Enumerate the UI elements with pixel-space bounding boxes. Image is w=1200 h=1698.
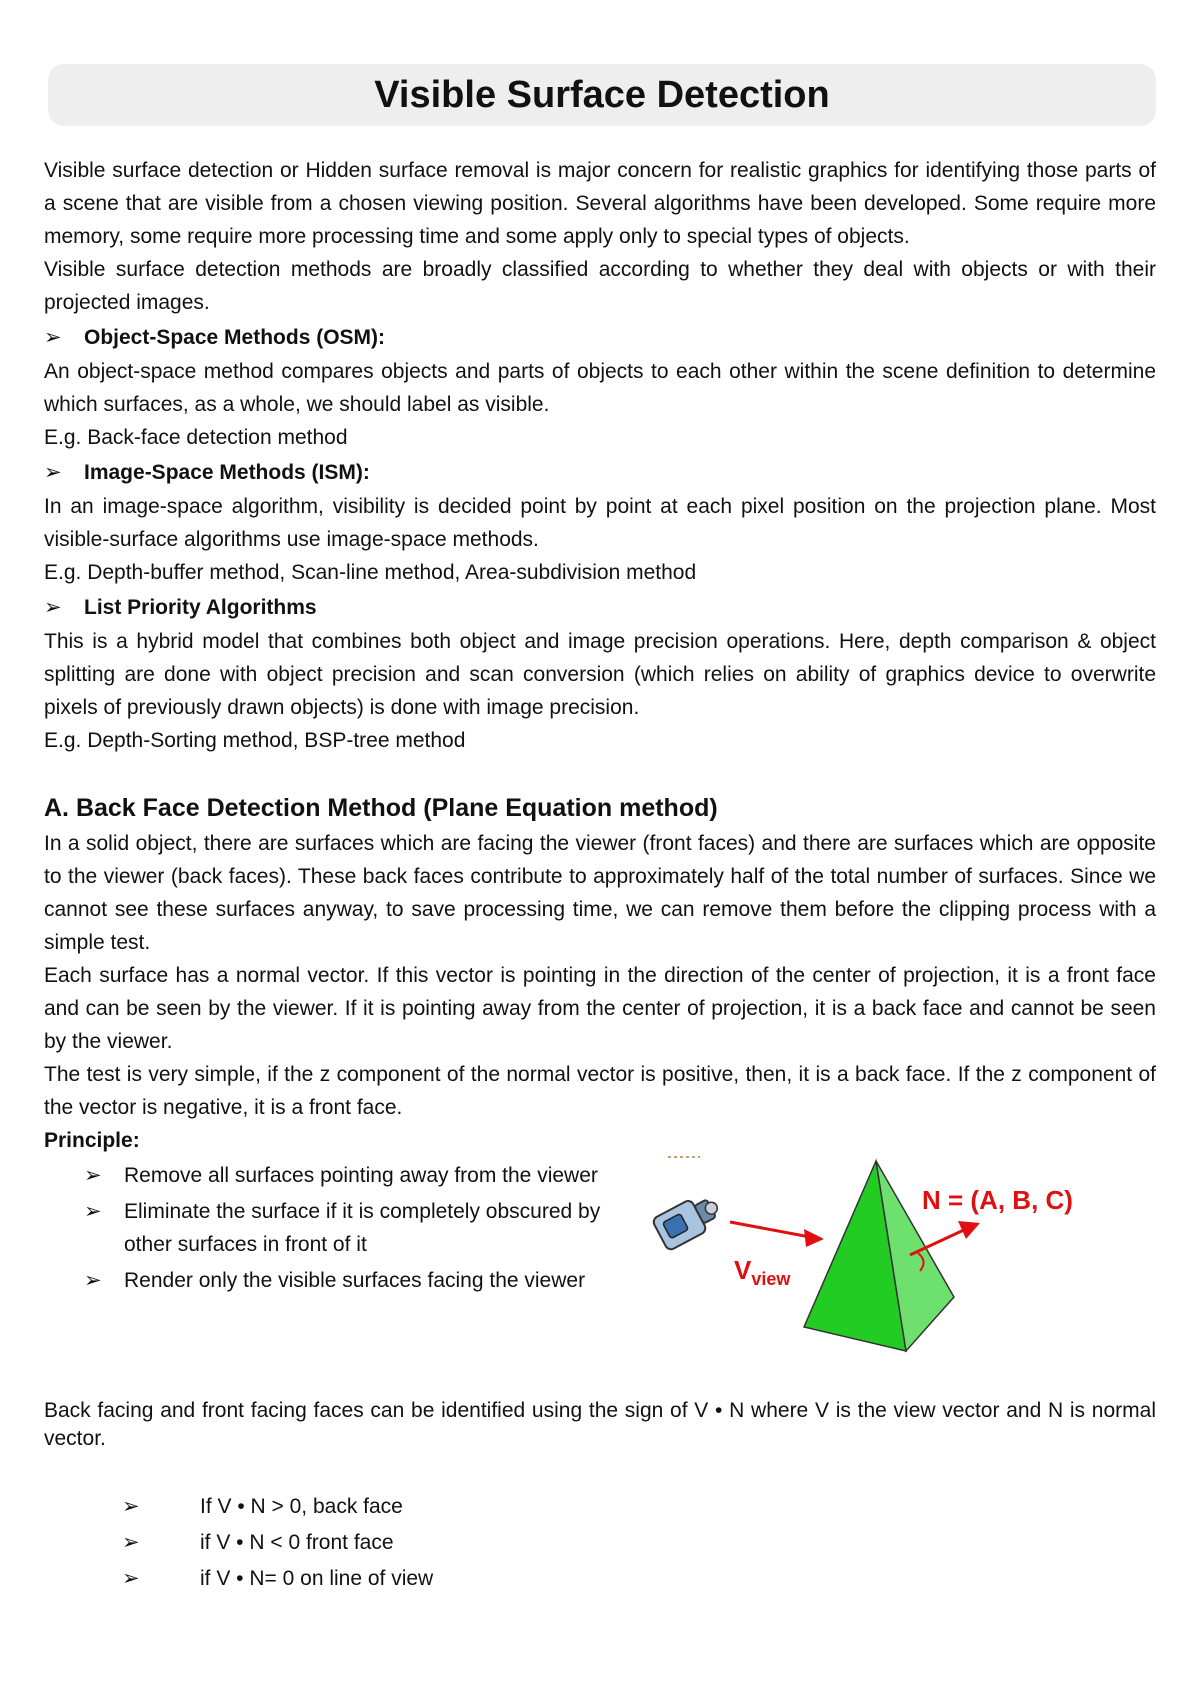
document-body — [44, 154, 1156, 1597]
principle-block — [44, 1157, 1156, 1397]
intro-paragraph-1: Visible surface detection or Hidden surface removal is major concern for realistic graphics for identifying those parts of a scene that are visible from a chosen viewing position. Several algorithms have been developed. Some require more memory, some require more processing time and some apply only to special types of objects. — [44, 159, 1156, 248]
normal-vector-label: N = (A, B, C) — [922, 1185, 1073, 1215]
list-item: ➢ Remove all surfaces pointing away from the viewer — [84, 1159, 644, 1192]
back-face-figure — [644, 1137, 1184, 1407]
method-text: In an image-space algorithm, visibility is decided point by point at each pixel position on the projection plane. Most visible-surface algorithms use image-space methods. — [44, 495, 1156, 551]
arrow-bullet-icon: ➢ — [122, 1567, 140, 1590]
arrow-bullet-icon: ➢ — [44, 461, 62, 484]
arrow-bullet-icon: ➢ — [122, 1531, 140, 1554]
method-example: E.g. Depth-Sorting method, BSP-tree method — [44, 729, 466, 752]
method-text: An object-space method compares objects and parts of objects to each other within the scene definition to determine which surfaces, as a whole, we should label as visible. — [44, 360, 1156, 416]
section-paragraph-1: In a solid object, there are surfaces which are facing the viewer (front faces) and there are surfaces which are opposite to the viewer (back faces). These back faces contribute to approximately half of the total number of surfaces. Since we cannot see these surfaces anyway, to save processing time, we can remove them before the clipping process with a simple test. — [44, 832, 1156, 954]
section-heading: A. Back Face Detection Method (Plane Equation method) — [44, 794, 718, 822]
list-item: ➢ Eliminate the surface if it is completely obscured by other surfaces in front of it — [84, 1195, 644, 1261]
arrow-bullet-icon: ➢ — [44, 596, 62, 619]
arrow-bullet-icon: ➢ — [84, 1200, 102, 1223]
section-paragraph-2: Each surface has a normal vector. If this vector is pointing in the direction of the center of projection, it is a front face and can be seen by the viewer. If it is pointing away from the center of projection, it is a back face and cannot be seen by the viewer. — [44, 964, 1156, 1053]
arrow-bullet-icon: ➢ — [44, 326, 62, 349]
method-heading: List Priority Algorithms — [84, 596, 317, 619]
method-text: This is a hybrid model that combines both object and image precision operations. Here, depth comparison & object splitting are done with object precision and scan conversion (which relies on ability of graphics device to overwrite pixels of previously drawn objects) is done with image precision. — [44, 630, 1156, 719]
camera-icon — [652, 1190, 725, 1252]
page-title: Visible Surface Detection — [374, 73, 830, 116]
method-object-space — [44, 321, 1156, 454]
principle-label: Principle: — [44, 1129, 140, 1152]
condition-list — [122, 1489, 1156, 1597]
arrow-bullet-icon: ➢ — [84, 1164, 102, 1187]
method-image-space — [44, 456, 1156, 589]
list-item: ➢ If V • N > 0, back face — [122, 1489, 1156, 1525]
intro-paragraph-2: Visible surface detection methods are broadly classified according to whether they deal with objects or with their projected images. — [44, 258, 1156, 314]
title-bar — [48, 64, 1156, 126]
method-heading: Object-Space Methods (OSM): — [84, 326, 386, 349]
list-item: ➢ Render only the visible surfaces facing the viewer — [84, 1264, 644, 1297]
method-example: E.g. Back-face detection method — [44, 426, 348, 449]
view-vector-arrow — [730, 1222, 824, 1247]
list-item: ➢ if V • N < 0 front face — [122, 1525, 1156, 1561]
method-list-priority — [44, 591, 1156, 757]
principle-list — [84, 1159, 644, 1300]
arrow-bullet-icon: ➢ — [84, 1269, 102, 1292]
view-vector-label: $V_{view}$ — [734, 1255, 791, 1289]
section-paragraph-4: Back facing and front facing faces can be identified using the sign of V • N where V is the view vector and N is normal vector. — [44, 1399, 1156, 1450]
section-paragraph-3: The test is very simple, if the z component of the normal vector is positive, then, it is a back face. If the z component of the vector is negative, it is a front face. — [44, 1063, 1156, 1119]
arrow-bullet-icon: ➢ — [122, 1495, 140, 1518]
method-heading: Image-Space Methods (ISM): — [84, 461, 370, 484]
list-item: ➢ if V • N= 0 on line of view — [122, 1561, 1156, 1597]
method-example: E.g. Depth-buffer method, Scan-line method, Area-subdivision method — [44, 561, 697, 584]
